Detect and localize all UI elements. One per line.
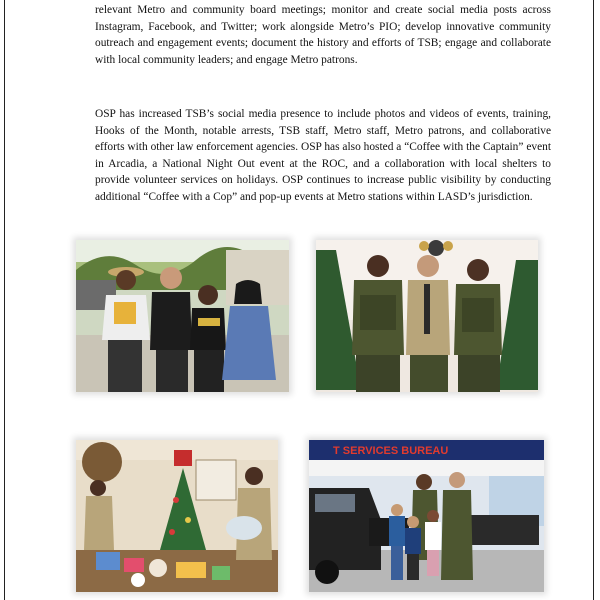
deputies-holiday-image	[316, 240, 538, 392]
document-page	[4, 0, 594, 600]
banner-text: T SERVICES BUREAU	[333, 445, 449, 457]
photo-deputies-holiday	[316, 240, 538, 392]
toy-donation-image	[76, 440, 278, 592]
body-paragraph-1: relevant Metro and community board meetings; monitor and create social media posts across Instagram, Facebook, and Twitter; work alongside Metro’s PIO; develop innovative community outreach and engagement events; document the history and efforts of TSB; engage and collaborate with local community leaders; and engage Metro patrons.	[95, 4, 551, 66]
photo-outdoor-group	[76, 240, 289, 392]
photo-toy-donation	[76, 440, 278, 592]
popup-event-image	[309, 440, 544, 592]
photo-popup-event	[309, 440, 544, 592]
body-paragraph-2: OSP has increased TSB’s social media presence to include photos and videos of events, training, Hooks of the Month, notable arrests, TSB staff, Metro staff, Metro patrons, and collaborative efforts with other law enforcement agencies. OSP has also hosted a “Coffee with the Captain” event in Arcadia, a National Night Out event at the ROC, and a collaboration with local shelters to provide volunteer services on holidays. OSP continues to increase public visibility by conducting additional “Coffee with a Cop” and pop-up events at Metro stations within LASD’s jurisdiction.	[95, 108, 551, 203]
outdoor-group-image	[76, 240, 289, 392]
